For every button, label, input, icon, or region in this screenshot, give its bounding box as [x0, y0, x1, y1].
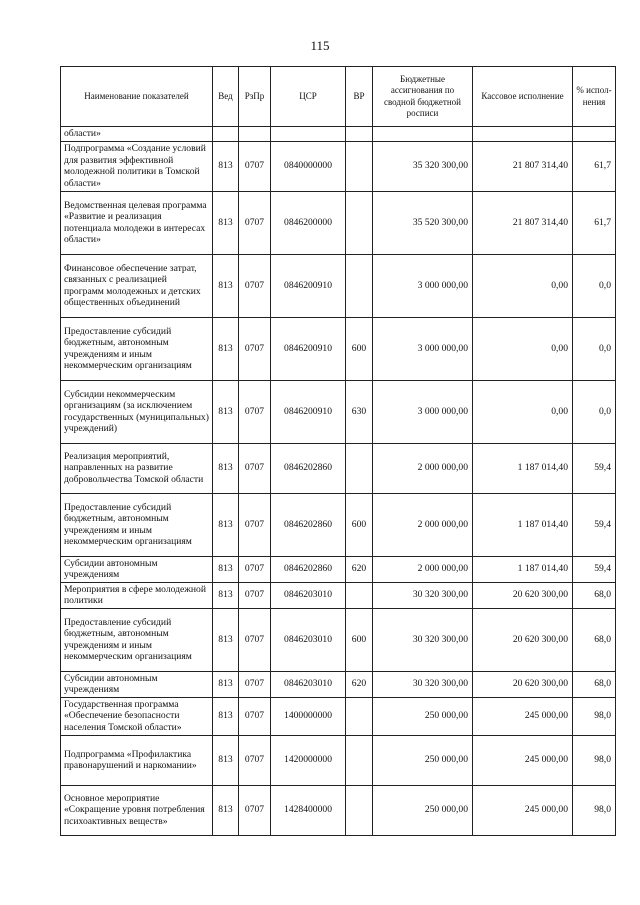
cell-name: Подпрограмма «Профилактика правонарушений и наркомании»: [61, 735, 213, 785]
table-body: [61, 127, 616, 836]
page-number: 115: [310, 38, 330, 53]
cell-budget: [373, 127, 473, 142]
cell-budget: 30 320 300,00: [373, 582, 473, 608]
cell-name: Субсидии некоммерческим организациям (за исключением государственных (муниципальных) учреждений): [61, 380, 213, 443]
cell-csr: 0846203010: [271, 582, 346, 608]
cell-budget: 35 320 300,00: [373, 141, 473, 191]
cell-ved: 813: [213, 443, 239, 493]
cell-rzpr: 0707: [239, 317, 271, 380]
cell-name: Мероприятия в сфере молодежной политики: [61, 582, 213, 608]
header-rzpr: РзПр: [239, 67, 271, 127]
cell-csr: 0846200910: [271, 254, 346, 317]
cell-pct: 0,0: [573, 254, 616, 317]
cell-vr: 620: [346, 556, 373, 582]
cell-budget: 3 000 000,00: [373, 317, 473, 380]
cell-rzpr: 0707: [239, 671, 271, 697]
cell-csr: 0846200000: [271, 191, 346, 254]
table-row: [61, 317, 616, 380]
cell-name: области»: [61, 127, 213, 142]
cell-ved: 813: [213, 697, 239, 735]
cell-vr: [346, 254, 373, 317]
cell-csr: 1400000000: [271, 697, 346, 735]
cell-pct: 98,0: [573, 735, 616, 785]
cell-cash: 1 187 014,40: [473, 443, 573, 493]
cell-csr: 0846203010: [271, 608, 346, 671]
cell-cash: 20 620 300,00: [473, 608, 573, 671]
header-vr: ВР: [346, 67, 373, 127]
cell-pct: [573, 127, 616, 142]
cell-rzpr: 0707: [239, 556, 271, 582]
table-row: [61, 493, 616, 556]
cell-cash: 245 000,00: [473, 697, 573, 735]
cell-cash: 1 187 014,40: [473, 556, 573, 582]
table-row: [61, 443, 616, 493]
cell-rzpr: [239, 127, 271, 142]
cell-csr: 0840000000: [271, 141, 346, 191]
cell-csr: 0846200910: [271, 380, 346, 443]
cell-name: Подпрограмма «Создание условий для развития эффективной молодежной политики в Томской области»: [61, 141, 213, 191]
cell-cash: 0,00: [473, 254, 573, 317]
cell-vr: [346, 141, 373, 191]
cell-pct: 68,0: [573, 671, 616, 697]
table-row: [61, 141, 616, 191]
cell-vr: [346, 191, 373, 254]
table-row: [61, 127, 616, 142]
cell-rzpr: 0707: [239, 735, 271, 785]
cell-rzpr: 0707: [239, 785, 271, 835]
cell-vr: 600: [346, 493, 373, 556]
cell-cash: 0,00: [473, 317, 573, 380]
header-cash: Кассовое исполнение: [473, 67, 573, 127]
cell-pct: 0,0: [573, 380, 616, 443]
cell-vr: [346, 443, 373, 493]
cell-vr: 600: [346, 608, 373, 671]
cell-name: Предоставление субсидий бюджетным, автономным учреждениям и иным некоммерческим организациям: [61, 493, 213, 556]
cell-pct: 61,7: [573, 191, 616, 254]
cell-cash: 245 000,00: [473, 785, 573, 835]
table-row: [61, 608, 616, 671]
table-row: [61, 556, 616, 582]
cell-vr: [346, 697, 373, 735]
cell-ved: [213, 127, 239, 142]
cell-cash: 0,00: [473, 380, 573, 443]
cell-rzpr: 0707: [239, 493, 271, 556]
cell-rzpr: 0707: [239, 582, 271, 608]
cell-budget: 250 000,00: [373, 697, 473, 735]
cell-vr: 620: [346, 671, 373, 697]
cell-pct: 0,0: [573, 317, 616, 380]
table-row: [61, 191, 616, 254]
cell-pct: 59,4: [573, 443, 616, 493]
cell-ved: 813: [213, 191, 239, 254]
cell-cash: [473, 127, 573, 142]
cell-cash: 21 807 314,40: [473, 141, 573, 191]
cell-pct: 61,7: [573, 141, 616, 191]
cell-rzpr: 0707: [239, 380, 271, 443]
cell-budget: 250 000,00: [373, 735, 473, 785]
cell-ved: 813: [213, 317, 239, 380]
cell-rzpr: 0707: [239, 141, 271, 191]
cell-ved: 813: [213, 608, 239, 671]
cell-ved: 813: [213, 671, 239, 697]
header-ved: Вед: [213, 67, 239, 127]
cell-csr: 0846202860: [271, 493, 346, 556]
header-csr: ЦСР: [271, 67, 346, 127]
cell-cash: 20 620 300,00: [473, 671, 573, 697]
table-row: [61, 671, 616, 697]
cell-name: Финансовое обеспечение затрат, связанных с реализацией программ молодежных и детских общественных объединений: [61, 254, 213, 317]
cell-csr: 0846202860: [271, 443, 346, 493]
cell-rzpr: 0707: [239, 254, 271, 317]
table-row: [61, 380, 616, 443]
cell-name: Субсидии автономным учреждениям: [61, 671, 213, 697]
table-row: [61, 254, 616, 317]
cell-ved: 813: [213, 582, 239, 608]
cell-pct: 68,0: [573, 582, 616, 608]
cell-vr: 630: [346, 380, 373, 443]
cell-budget: 250 000,00: [373, 785, 473, 835]
cell-cash: 21 807 314,40: [473, 191, 573, 254]
cell-budget: 2 000 000,00: [373, 493, 473, 556]
cell-cash: 245 000,00: [473, 735, 573, 785]
cell-rzpr: 0707: [239, 608, 271, 671]
cell-ved: 813: [213, 735, 239, 785]
cell-name: Основное мероприятие «Сокращение уровня потребления психоактивных веществ»: [61, 785, 213, 835]
cell-ved: 813: [213, 141, 239, 191]
cell-csr: [271, 127, 346, 142]
cell-pct: 68,0: [573, 608, 616, 671]
cell-pct: 59,4: [573, 556, 616, 582]
cell-pct: 59,4: [573, 493, 616, 556]
cell-cash: 20 620 300,00: [473, 582, 573, 608]
cell-vr: [346, 127, 373, 142]
cell-ved: 813: [213, 493, 239, 556]
cell-ved: 813: [213, 785, 239, 835]
cell-ved: 813: [213, 556, 239, 582]
header-budget: Бюджетные ассигнования по сводной бюджетной росписи: [373, 67, 473, 127]
table-row: [61, 735, 616, 785]
cell-csr: 0846200910: [271, 317, 346, 380]
cell-vr: [346, 582, 373, 608]
cell-budget: 3 000 000,00: [373, 254, 473, 317]
cell-budget: 35 520 300,00: [373, 191, 473, 254]
cell-vr: [346, 785, 373, 835]
cell-csr: 0846202860: [271, 556, 346, 582]
cell-rzpr: 0707: [239, 191, 271, 254]
cell-pct: 98,0: [573, 697, 616, 735]
cell-rzpr: 0707: [239, 697, 271, 735]
cell-csr: 0846203010: [271, 671, 346, 697]
cell-csr: 1428400000: [271, 785, 346, 835]
cell-budget: 30 320 300,00: [373, 671, 473, 697]
cell-budget: 30 320 300,00: [373, 608, 473, 671]
cell-name: Предоставление субсидий бюджетным, автономным учреждениям и иным некоммерческим организациям: [61, 317, 213, 380]
cell-budget: 2 000 000,00: [373, 443, 473, 493]
header-pct: % испол-нения: [573, 67, 616, 127]
table-row: [61, 582, 616, 608]
budget-table: [60, 66, 616, 836]
cell-cash: 1 187 014,40: [473, 493, 573, 556]
cell-pct: 98,0: [573, 785, 616, 835]
cell-ved: 813: [213, 380, 239, 443]
cell-vr: [346, 735, 373, 785]
cell-budget: 3 000 000,00: [373, 380, 473, 443]
cell-name: Государственная программа «Обеспечение безопасности населения Томской области»: [61, 697, 213, 735]
cell-budget: 2 000 000,00: [373, 556, 473, 582]
cell-vr: 600: [346, 317, 373, 380]
cell-csr: 1420000000: [271, 735, 346, 785]
cell-name: Предоставление субсидий бюджетным, автономным учреждениям и иным некоммерческим организациям: [61, 608, 213, 671]
table-row: [61, 785, 616, 835]
cell-rzpr: 0707: [239, 443, 271, 493]
table-row: [61, 697, 616, 735]
cell-name: Реализация мероприятий, направленных на развитие добровольчества Томской области: [61, 443, 213, 493]
table-header-row: [61, 67, 616, 127]
cell-name: Ведомственная целевая программа «Развитие и реализация потенциала молодежи в интересах области»: [61, 191, 213, 254]
cell-name: Субсидии автономным учреждениям: [61, 556, 213, 582]
cell-ved: 813: [213, 254, 239, 317]
header-name: Наименование показателей: [61, 67, 213, 127]
